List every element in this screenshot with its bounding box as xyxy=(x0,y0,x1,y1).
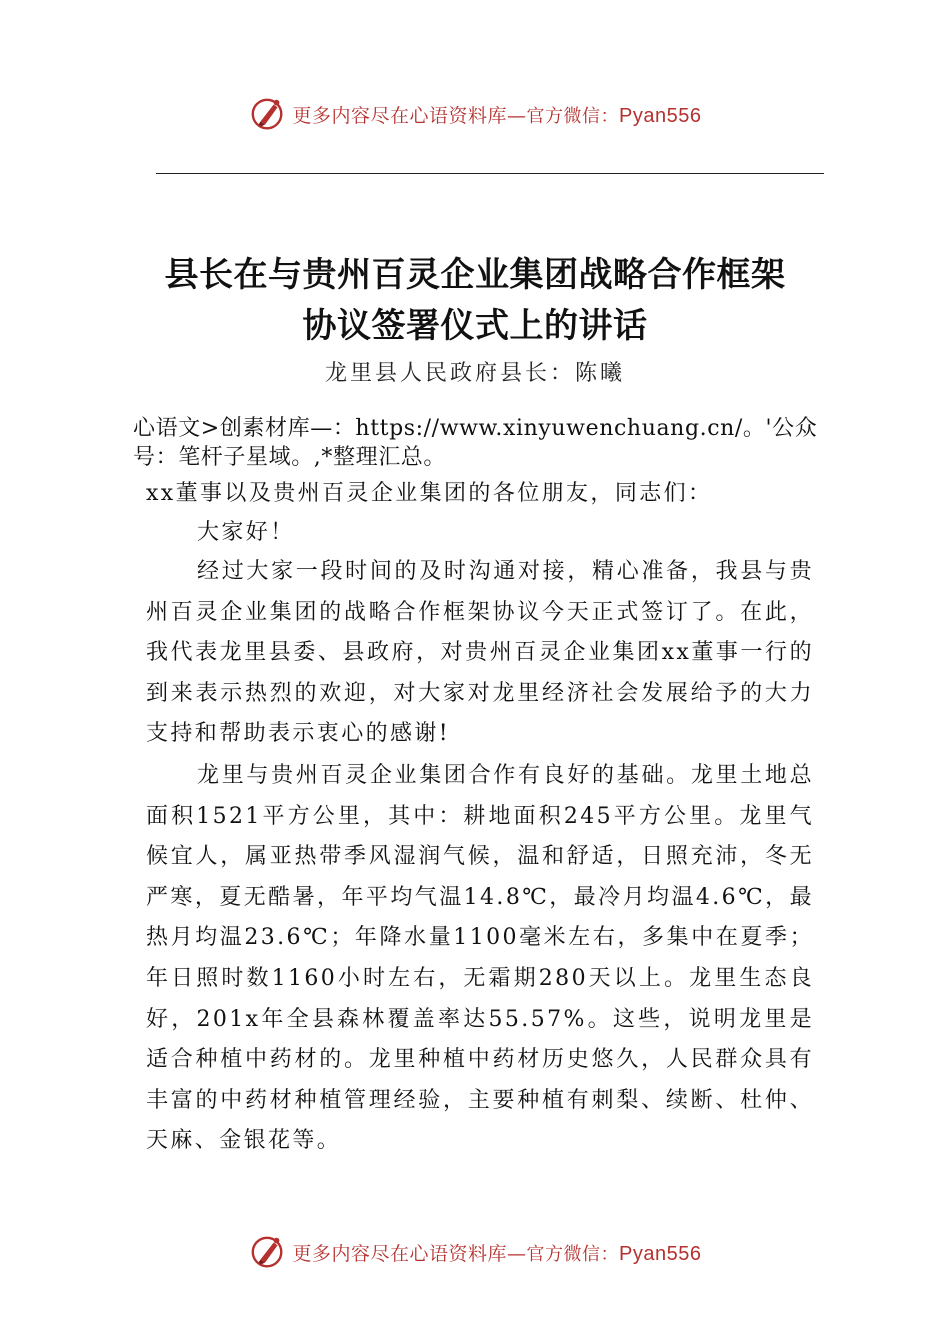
footer-banner-text xyxy=(293,1239,702,1266)
header-banner-text xyxy=(293,101,702,128)
document-title-line-1: 县长在与贵州百灵企业集团战略合作框架 xyxy=(164,255,786,295)
writing-hand-logo-icon xyxy=(249,1233,287,1271)
writing-hand-logo-icon xyxy=(249,95,287,133)
header-banner-slogan: 更多内容尽在心语资料库 xyxy=(292,104,508,127)
greeting-text: 大家好！ xyxy=(197,520,295,545)
paragraph-1: 经过大家一段时间的及时沟通对接，精心准备，我县与贵州百灵企业集团的战略合作框架协议今天正式签订了。在此，我代表龙里县委、县政府，对贵州百灵企业集团xx董事一行的到来表示热烈的欢迎，对大家对龙里经济社会发展给予的大力支持和帮助表示衷心的感谢! xyxy=(146,559,814,747)
header-banner-wechat-label: 官方微信： xyxy=(526,105,620,127)
source-note: 心语文>创素材库—：https://www.xinyuwenchuang.cn/。'公众号：笔杆子星域。,*整理汇总。 xyxy=(133,416,818,470)
footer-banner xyxy=(0,1230,950,1274)
header-banner xyxy=(0,92,950,136)
header-banner-dash: — xyxy=(507,104,527,127)
document-title-line-2: 协议签署仪式上的讲话 xyxy=(302,306,648,346)
footer-banner-wechat-id: Pyan556 xyxy=(619,1242,702,1265)
header-banner-wechat-id: Pyan556 xyxy=(619,104,702,127)
paragraph-2: 龙里与贵州百灵企业集团合作有良好的基础。龙里土地总面积1521平方公里，其中：耕地面积245平方公里。龙里气候宜人，属亚热带季风湿润气候，温和舒适，日照充沛，冬无严寒，夏无酷暑，年平均气温14.8℃，最冷月均温4.6℃，最热月均温23.6℃；年降水量1100毫米左右，多集中在夏季；年日照时数1160小时左右，无霜期280天以上。龙里生态良好，201x年全县森林覆盖率达55.57%。这些，说明龙里是适合种植中药材的。龙里种植中药材历史悠久，人民群众具有丰富的中药材种植管理经验，主要种植有刺梨、续断、杜仲、天麻、金银花等。 xyxy=(146,763,814,1154)
salutation: xx董事以及贵州百灵企业集团的各位朋友，同志们： xyxy=(146,481,713,506)
greeting xyxy=(146,513,814,554)
footer-banner-wechat-label: 官方微信： xyxy=(526,1243,620,1265)
footer-banner-slogan: 更多内容尽在心语资料库 xyxy=(292,1242,508,1265)
footer-banner-dash: — xyxy=(507,1242,527,1265)
document-author: 龙里县人民政府县长：陈曦 xyxy=(324,361,625,386)
header-divider xyxy=(156,173,824,174)
